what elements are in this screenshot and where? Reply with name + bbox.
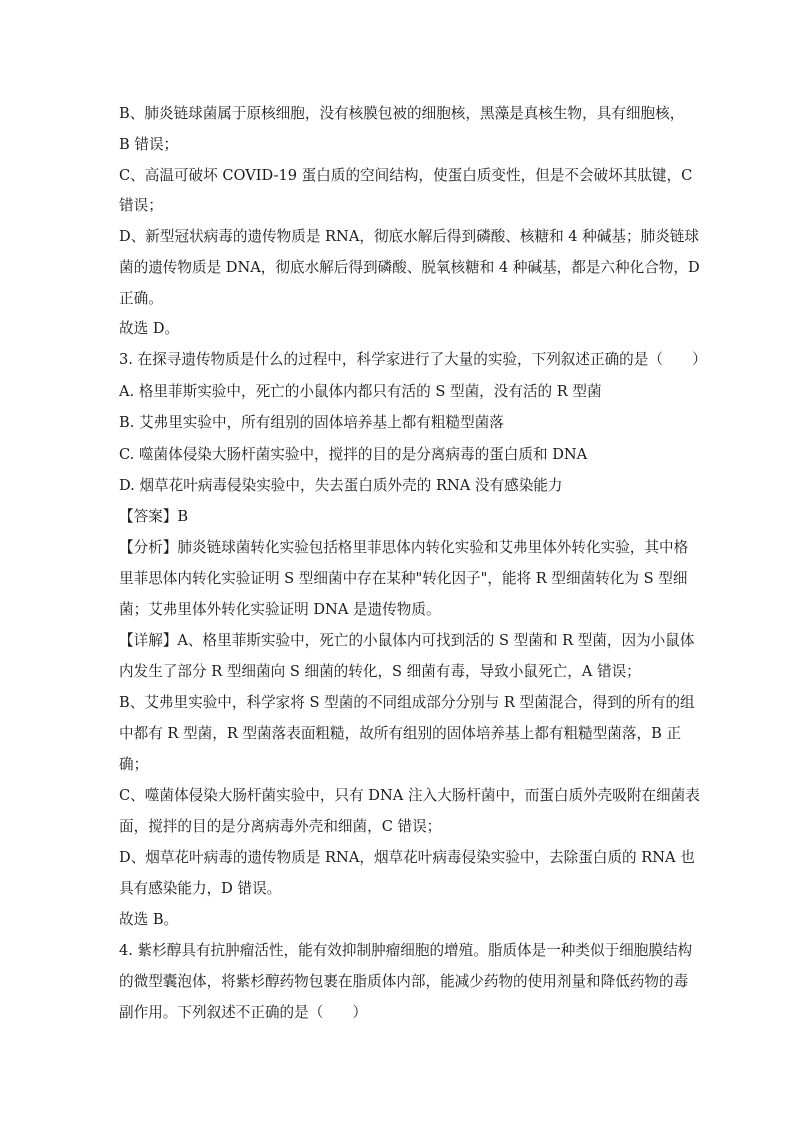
- text-line: 面，搅拌的目的是分离病毒外壳和细菌，C 错误；: [119, 818, 442, 835]
- text-line: 正确。: [119, 290, 163, 307]
- option-b: B. 艾弗里实验中，所有组别的固体培养基上都有粗糙型菌落: [119, 414, 504, 431]
- text-line: C、噬菌体侵染大肠杆菌实验中，只有 DNA 注入大肠杆菌中，而蛋白质外壳吸附在细菌表: [119, 787, 700, 804]
- text-line: 里菲思体内转化实验证明 S 型细菌中存在某种"转化因子"，能将 R 型细菌转化为 S 型细: [119, 570, 688, 587]
- text-line: 的微型囊泡体，将紫杉醇药物包裹在脂质体内部，能减少药物的使用剂量和降低药物的毒: [119, 973, 689, 990]
- text-line: 具有感染能力，D 错误。: [119, 880, 282, 897]
- text-line: 故选 D。: [119, 320, 180, 337]
- text-line: B 错误；: [119, 136, 179, 153]
- option-d: D. 烟草花叶病毒侵染实验中，失去蛋白质外壳的 RNA 没有感染能力: [119, 477, 563, 494]
- text-line: D、烟草花叶病毒的遗传物质是 RNA，烟草花叶病毒侵染实验中，去除蛋白质的 RNA 也: [119, 849, 695, 866]
- text-line: 菌的遗传物质是 DNA，彻底水解后得到磷酸、脱氧核糖和 4 种碱基，都是六种化合物，D: [119, 259, 700, 276]
- text-line: 故选 B。: [119, 911, 179, 928]
- text-line: B、艾弗里实验中，科学家将 S 型菌的不同组成部分分别与 R 型菌混合，得到的所有的组: [119, 694, 695, 711]
- text-line: 【详解】A、格里菲斯实验中，死亡的小鼠体内可找到活的 S 型菌和 R 型菌，因为小鼠体: [119, 632, 695, 649]
- question-3-stem: 3. 在探寻遗传物质是什么的过程中，科学家进行了大量的实验，下列叙述正确的是（ ）: [119, 351, 707, 368]
- text-line: 【分析】肺炎链球菌转化实验包括格里菲思体内转化实验和艾弗里体外转化实验，其中格: [119, 539, 689, 556]
- text-line: B、肺炎链球菌属于原核细胞，没有核膜包被的细胞核，黑藻是真核生物，具有细胞核，: [119, 105, 685, 122]
- text-line: 确；: [119, 756, 149, 773]
- text-line: D、新型冠状病毒的遗传物质是 RNA，彻底水解后得到磷酸、核糖和 4 种碱基；肺炎链球: [119, 228, 699, 245]
- text-line: 中都有 R 型菌，R 型菌落表面粗糙，故所有组别的固体培养基上都有粗糙型菌落，B 正: [119, 725, 682, 742]
- text-line: C、高温可破坏 COVID-19 蛋白质的空间结构，使蛋白质变性，但是不会破坏其肽键，C: [119, 167, 693, 184]
- text-line: 副作用。下列叙述不正确的是（ ）: [119, 1004, 368, 1021]
- answer-line: 【答案】B: [119, 508, 189, 525]
- text-line: 内发生了部分 R 型细菌向 S 细菌的转化，S 细菌有毒，导致小鼠死亡，A 错误；: [119, 663, 641, 680]
- text-line: 菌；艾弗里体外转化实验证明 DNA 是遗传物质。: [119, 601, 441, 618]
- option-c: C. 噬菌体侵染大肠杆菌实验中，搅拌的目的是分离病毒的蛋白质和 DNA: [119, 446, 588, 463]
- question-4-stem: 4. 紫杉醇具有抗肿瘤活性，能有效抑制肿瘤细胞的增殖。脂质体是一种类似于细胞膜结构: [119, 942, 693, 959]
- text-line: 错误；: [119, 197, 163, 214]
- option-a: A. 格里菲斯实验中，死亡的小鼠体内都只有活的 S 型菌，没有活的 R 型菌: [119, 383, 602, 400]
